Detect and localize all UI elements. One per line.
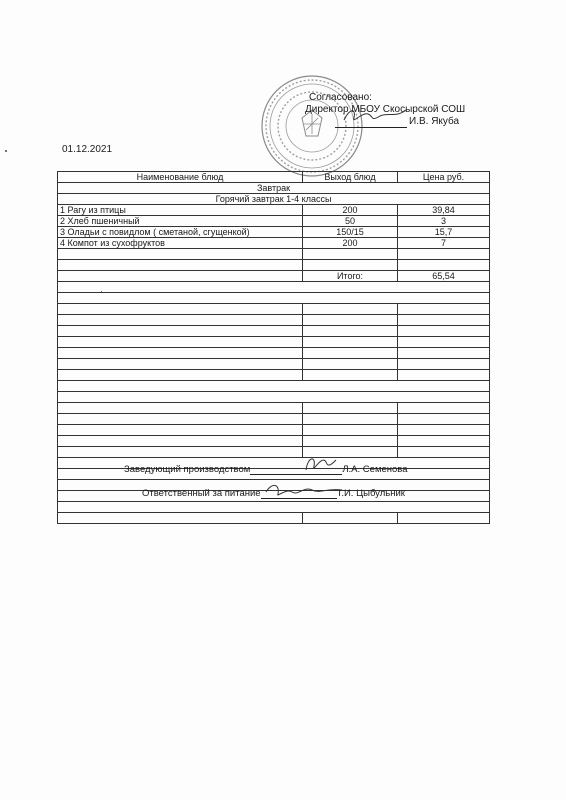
approval-label: Согласовано: — [309, 92, 372, 103]
total-label: Итого: — [303, 271, 398, 282]
empty-row — [58, 403, 490, 414]
empty-row — [58, 359, 490, 370]
director-signature — [340, 104, 410, 126]
nutrition-name: Т.И. Цыбульник — [336, 488, 405, 499]
total-value: 65,54 — [398, 271, 490, 282]
empty-row — [58, 260, 490, 271]
empty-row — [58, 436, 490, 447]
dish-yield: 200 — [303, 205, 398, 216]
dish-name: 3 Оладьи с повидлом ( сметаной, сгущенкой) — [58, 227, 303, 238]
empty-row — [58, 304, 490, 315]
header-dish-name: Наименование блюд — [58, 172, 303, 183]
empty-row — [58, 337, 490, 348]
dish-yield: 150/15 — [303, 227, 398, 238]
scan-speck — [101, 291, 102, 292]
table-header-row — [58, 172, 490, 183]
dish-yield: 200 — [303, 238, 398, 249]
dish-name: 2 Хлеб пшеничный — [58, 216, 303, 227]
production-role: Заведующий производством — [124, 464, 251, 475]
empty-row — [58, 249, 490, 260]
empty-row — [58, 447, 490, 458]
section-title: Горячий завтрак 1-4 классы — [58, 194, 490, 205]
empty-row — [58, 315, 490, 326]
empty-row — [58, 381, 490, 392]
empty-row — [58, 282, 490, 293]
scan-speck — [5, 150, 7, 152]
dish-name: 4 Компот из сухофруктов — [58, 238, 303, 249]
meal-title: Завтрак — [58, 183, 490, 194]
production-signature-line — [124, 464, 408, 475]
empty-row — [58, 414, 490, 425]
empty-row — [58, 502, 490, 513]
empty-row — [58, 370, 490, 381]
empty-row — [58, 293, 490, 304]
header-yield: Выход блюд — [303, 172, 398, 183]
section-row — [58, 194, 490, 205]
nutrition-role: Ответственный за питание — [142, 488, 261, 499]
table-row — [58, 216, 490, 227]
production-signature — [300, 452, 340, 476]
production-name: Л.А. Семенова — [342, 464, 408, 475]
dish-price: 39,84 — [398, 205, 490, 216]
table-row — [58, 205, 490, 216]
dish-price: 15,7 — [398, 227, 490, 238]
dish-price: 7 — [398, 238, 490, 249]
table-row — [58, 238, 490, 249]
empty-row — [58, 326, 490, 337]
nutrition-signature — [262, 480, 346, 500]
total-row — [58, 271, 490, 282]
empty-row — [58, 392, 490, 403]
dish-name: 1 Рагу из птицы — [58, 205, 303, 216]
table-row — [58, 227, 490, 238]
empty-row — [58, 348, 490, 359]
dish-price: 3 — [398, 216, 490, 227]
meal-row — [58, 183, 490, 194]
empty-row — [58, 425, 490, 436]
menu-date: 01.12.2021 — [62, 144, 113, 155]
empty-row — [58, 513, 490, 524]
header-price: Цена руб. — [398, 172, 490, 183]
dish-yield: 50 — [303, 216, 398, 227]
director-name: И.В. Якуба — [409, 116, 460, 127]
director-title: Директор МБОУ Скосырской СОШ — [305, 104, 466, 115]
